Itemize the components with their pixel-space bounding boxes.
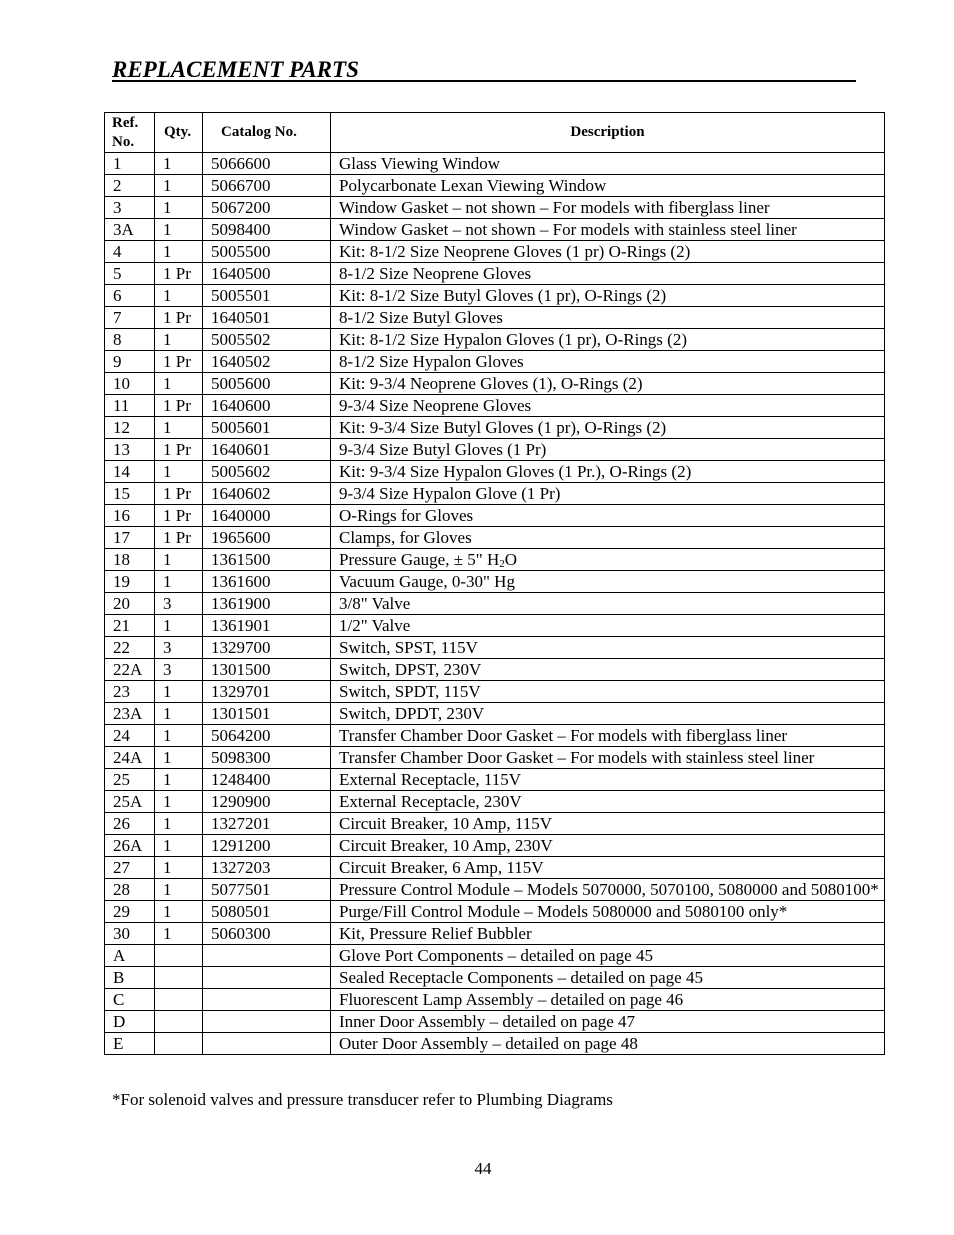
cell-catalog-no: 1965600	[203, 527, 331, 549]
cell-qty: 1	[155, 197, 203, 219]
cell-description: External Receptacle, 230V	[331, 791, 885, 813]
cell-qty: 1 Pr	[155, 307, 203, 329]
cell-qty: 1	[155, 813, 203, 835]
cell-qty: 1	[155, 769, 203, 791]
cell-catalog-no	[203, 989, 331, 1011]
cell-description: Switch, SPST, 115V	[331, 637, 885, 659]
cell-qty: 1	[155, 725, 203, 747]
cell-ref-no: 15	[105, 483, 155, 505]
cell-qty: 1	[155, 703, 203, 725]
cell-catalog-no: 5066700	[203, 175, 331, 197]
cell-ref-no: 3A	[105, 219, 155, 241]
cell-catalog-no: 1640000	[203, 505, 331, 527]
table-row	[105, 439, 885, 461]
cell-catalog-no: 1248400	[203, 769, 331, 791]
table-row	[105, 967, 885, 989]
table-row	[105, 527, 885, 549]
cell-ref-no: 24A	[105, 747, 155, 769]
cell-description: Polycarbonate Lexan Viewing Window	[331, 175, 885, 197]
cell-catalog-no: 5005600	[203, 373, 331, 395]
cell-qty	[155, 1011, 203, 1033]
cell-qty: 1	[155, 615, 203, 637]
table-row	[105, 901, 885, 923]
table-row	[105, 175, 885, 197]
cell-catalog-no: 1327201	[203, 813, 331, 835]
cell-qty: 1 Pr	[155, 263, 203, 285]
cell-catalog-no: 1327203	[203, 857, 331, 879]
cell-description: Window Gasket – not shown – For models with stainless steel liner	[331, 219, 885, 241]
cell-catalog-no: 1361600	[203, 571, 331, 593]
cell-qty: 1	[155, 153, 203, 175]
cell-ref-no: 30	[105, 923, 155, 945]
cell-description: Inner Door Assembly – detailed on page 47	[331, 1011, 885, 1033]
cell-ref-no: 29	[105, 901, 155, 923]
cell-ref-no: 4	[105, 241, 155, 263]
cell-ref-no: 26A	[105, 835, 155, 857]
cell-qty: 1	[155, 901, 203, 923]
cell-description: Clamps, for Gloves	[331, 527, 885, 549]
cell-ref-no: A	[105, 945, 155, 967]
cell-ref-no: 1	[105, 153, 155, 175]
cell-description: Window Gasket – not shown – For models with fiberglass liner	[331, 197, 885, 219]
table-row	[105, 769, 885, 791]
table-row	[105, 923, 885, 945]
table-row	[105, 417, 885, 439]
cell-description: Outer Door Assembly – detailed on page 48	[331, 1033, 885, 1055]
cell-ref-no: 13	[105, 439, 155, 461]
cell-description: Vacuum Gauge, 0-30" Hg	[331, 571, 885, 593]
cell-description	[331, 549, 885, 571]
cell-ref-no: 6	[105, 285, 155, 307]
cell-description: 8-1/2 Size Hypalon Gloves	[331, 351, 885, 373]
cell-ref-no: 14	[105, 461, 155, 483]
cell-description: Kit: 8-1/2 Size Hypalon Gloves (1 pr), O-Rings (2)	[331, 329, 885, 351]
cell-ref-no: 25	[105, 769, 155, 791]
cell-catalog-no: 1640500	[203, 263, 331, 285]
cell-description: Pressure Control Module – Models 5070000, 5070100, 5080000 and 5080100*	[331, 879, 885, 901]
cell-ref-no: 5	[105, 263, 155, 285]
cell-qty: 1	[155, 373, 203, 395]
header-ref-no: Ref. No.	[105, 113, 155, 153]
cell-catalog-no: 1361500	[203, 549, 331, 571]
cell-qty: 1	[155, 747, 203, 769]
cell-qty: 1 Pr	[155, 395, 203, 417]
cell-catalog-no	[203, 1033, 331, 1055]
table-row	[105, 1033, 885, 1055]
cell-ref-no: 9	[105, 351, 155, 373]
table-row	[105, 747, 885, 769]
cell-qty	[155, 967, 203, 989]
cell-catalog-no	[203, 967, 331, 989]
cell-catalog-no: 5064200	[203, 725, 331, 747]
cell-catalog-no: 1361900	[203, 593, 331, 615]
cell-ref-no: 2	[105, 175, 155, 197]
cell-description: Kit: 8-1/2 Size Butyl Gloves (1 pr), O-Rings (2)	[331, 285, 885, 307]
table-row	[105, 989, 885, 1011]
cell-ref-no: 26	[105, 813, 155, 835]
cell-description: 9-3/4 Size Neoprene Gloves	[331, 395, 885, 417]
cell-qty: 1	[155, 461, 203, 483]
cell-catalog-no: 5077501	[203, 879, 331, 901]
cell-ref-no: 17	[105, 527, 155, 549]
cell-description: Glove Port Components – detailed on page 45	[331, 945, 885, 967]
description-subscript: 2	[499, 558, 505, 570]
table-row	[105, 703, 885, 725]
cell-qty: 1 Pr	[155, 439, 203, 461]
cell-ref-no: 21	[105, 615, 155, 637]
cell-description: 9-3/4 Size Butyl Gloves (1 Pr)	[331, 439, 885, 461]
cell-catalog-no: 1640501	[203, 307, 331, 329]
cell-qty: 1	[155, 571, 203, 593]
cell-catalog-no: 5005602	[203, 461, 331, 483]
cell-description: Circuit Breaker, 6 Amp, 115V	[331, 857, 885, 879]
table-header-row	[105, 113, 885, 153]
cell-ref-no: 3	[105, 197, 155, 219]
table-row	[105, 659, 885, 681]
cell-description: Glass Viewing Window	[331, 153, 885, 175]
cell-qty: 1	[155, 219, 203, 241]
title-underline	[112, 80, 856, 82]
cell-description: Sealed Receptacle Components – detailed on page 45	[331, 967, 885, 989]
table-row	[105, 1011, 885, 1033]
footnote: *For solenoid valves and pressure transducer refer to Plumbing Diagrams	[112, 1090, 613, 1109]
cell-ref-no: 16	[105, 505, 155, 527]
cell-description: Transfer Chamber Door Gasket – For models with fiberglass liner	[331, 725, 885, 747]
cell-description: Circuit Breaker, 10 Amp, 115V	[331, 813, 885, 835]
cell-catalog-no: 1329701	[203, 681, 331, 703]
table-row	[105, 241, 885, 263]
cell-qty: 1	[155, 681, 203, 703]
cell-catalog-no: 1640601	[203, 439, 331, 461]
table-row	[105, 879, 885, 901]
table-row	[105, 373, 885, 395]
table-row	[105, 351, 885, 373]
table-row	[105, 329, 885, 351]
cell-catalog-no: 5005500	[203, 241, 331, 263]
cell-ref-no: C	[105, 989, 155, 1011]
cell-qty: 1	[155, 835, 203, 857]
cell-catalog-no: 1329700	[203, 637, 331, 659]
table-row	[105, 505, 885, 527]
cell-qty: 1	[155, 175, 203, 197]
cell-qty: 1	[155, 791, 203, 813]
table-row	[105, 549, 885, 571]
cell-ref-no: 28	[105, 879, 155, 901]
cell-description: Circuit Breaker, 10 Amp, 230V	[331, 835, 885, 857]
table-row	[105, 153, 885, 175]
header-catalog-no: Catalog No.	[203, 113, 331, 153]
cell-catalog-no	[203, 1011, 331, 1033]
table-row	[105, 571, 885, 593]
cell-catalog-no: 1640600	[203, 395, 331, 417]
cell-catalog-no: 5080501	[203, 901, 331, 923]
table-row	[105, 857, 885, 879]
cell-catalog-no: 5005502	[203, 329, 331, 351]
cell-ref-no: 24	[105, 725, 155, 747]
cell-catalog-no: 1290900	[203, 791, 331, 813]
cell-ref-no: B	[105, 967, 155, 989]
cell-qty: 1	[155, 417, 203, 439]
replacement-parts-table	[104, 112, 885, 1055]
cell-qty: 1	[155, 923, 203, 945]
cell-qty: 1 Pr	[155, 483, 203, 505]
cell-description: Kit: 9-3/4 Size Butyl Gloves (1 pr), O-Rings (2)	[331, 417, 885, 439]
cell-catalog-no: 1640602	[203, 483, 331, 505]
cell-ref-no: 18	[105, 549, 155, 571]
table-row	[105, 791, 885, 813]
cell-catalog-no: 5060300	[203, 923, 331, 945]
header-qty: Qty.	[155, 113, 203, 153]
cell-description: Fluorescent Lamp Assembly – detailed on page 46	[331, 989, 885, 1011]
cell-description: Transfer Chamber Door Gasket – For models with stainless steel liner	[331, 747, 885, 769]
cell-qty: 3	[155, 659, 203, 681]
cell-description: Switch, DPDT, 230V	[331, 703, 885, 725]
cell-ref-no: 20	[105, 593, 155, 615]
cell-ref-no: 19	[105, 571, 155, 593]
table-row	[105, 461, 885, 483]
cell-description: Kit: 9-3/4 Neoprene Gloves (1), O-Rings (2)	[331, 373, 885, 395]
cell-qty: 1 Pr	[155, 527, 203, 549]
table-row	[105, 615, 885, 637]
cell-description: Kit: 9-3/4 Size Hypalon Gloves (1 Pr.), O-Rings (2)	[331, 461, 885, 483]
cell-catalog-no: 5066600	[203, 153, 331, 175]
table-row	[105, 945, 885, 967]
cell-qty: 1 Pr	[155, 351, 203, 373]
cell-description: 8-1/2 Size Neoprene Gloves	[331, 263, 885, 285]
cell-qty: 1	[155, 329, 203, 351]
cell-ref-no: 22A	[105, 659, 155, 681]
cell-catalog-no: 1301501	[203, 703, 331, 725]
table-row	[105, 813, 885, 835]
cell-ref-no: 11	[105, 395, 155, 417]
cell-description: Kit, Pressure Relief Bubbler	[331, 923, 885, 945]
cell-description: 9-3/4 Size Hypalon Glove (1 Pr)	[331, 483, 885, 505]
cell-ref-no: 7	[105, 307, 155, 329]
cell-catalog-no: 5098300	[203, 747, 331, 769]
cell-qty	[155, 945, 203, 967]
table-row	[105, 395, 885, 417]
cell-ref-no: 12	[105, 417, 155, 439]
cell-ref-no: 23	[105, 681, 155, 703]
cell-catalog-no	[203, 945, 331, 967]
cell-qty: 1 Pr	[155, 505, 203, 527]
cell-qty: 1	[155, 285, 203, 307]
table-row	[105, 593, 885, 615]
cell-qty	[155, 989, 203, 1011]
cell-description: O-Rings for Gloves	[331, 505, 885, 527]
page-title: REPLACEMENT PARTS	[112, 57, 359, 82]
cell-description: 1/2" Valve	[331, 615, 885, 637]
cell-description: Switch, DPST, 230V	[331, 659, 885, 681]
cell-catalog-no: 5067200	[203, 197, 331, 219]
cell-qty: 1	[155, 879, 203, 901]
description-text: Pressure Gauge, ± 5" H	[339, 550, 500, 569]
cell-ref-no: E	[105, 1033, 155, 1055]
table-row	[105, 835, 885, 857]
cell-ref-no: 8	[105, 329, 155, 351]
cell-ref-no: 22	[105, 637, 155, 659]
cell-ref-no: 10	[105, 373, 155, 395]
cell-catalog-no: 5005601	[203, 417, 331, 439]
cell-ref-no: 25A	[105, 791, 155, 813]
cell-catalog-no: 1301500	[203, 659, 331, 681]
description-text-after: O	[504, 550, 518, 569]
cell-qty: 3	[155, 593, 203, 615]
table-row	[105, 307, 885, 329]
header-description: Description	[331, 113, 885, 153]
table-row	[105, 197, 885, 219]
cell-qty: 3	[155, 637, 203, 659]
cell-ref-no: D	[105, 1011, 155, 1033]
cell-catalog-no: 1291200	[203, 835, 331, 857]
cell-description: Switch, SPDT, 115V	[331, 681, 885, 703]
table-row	[105, 681, 885, 703]
cell-catalog-no: 5005501	[203, 285, 331, 307]
table-row	[105, 637, 885, 659]
cell-description: 3/8" Valve	[331, 593, 885, 615]
table-body	[105, 153, 885, 1055]
cell-description: 8-1/2 Size Butyl Gloves	[331, 307, 885, 329]
page-number: 44	[474, 1159, 492, 1178]
table-row	[105, 483, 885, 505]
cell-qty: 1	[155, 241, 203, 263]
cell-qty: 1	[155, 857, 203, 879]
cell-ref-no: 23A	[105, 703, 155, 725]
cell-description: External Receptacle, 115V	[331, 769, 885, 791]
table-row	[105, 725, 885, 747]
table-row	[105, 285, 885, 307]
cell-qty: 1	[155, 549, 203, 571]
cell-catalog-no: 5098400	[203, 219, 331, 241]
cell-description: Purge/Fill Control Module – Models 5080000 and 5080100 only*	[331, 901, 885, 923]
cell-catalog-no: 1361901	[203, 615, 331, 637]
cell-description: Kit: 8-1/2 Size Neoprene Gloves (1 pr) O-Rings (2)	[331, 241, 885, 263]
cell-qty	[155, 1033, 203, 1055]
cell-catalog-no: 1640502	[203, 351, 331, 373]
table-row	[105, 219, 885, 241]
table-row	[105, 263, 885, 285]
cell-ref-no: 27	[105, 857, 155, 879]
